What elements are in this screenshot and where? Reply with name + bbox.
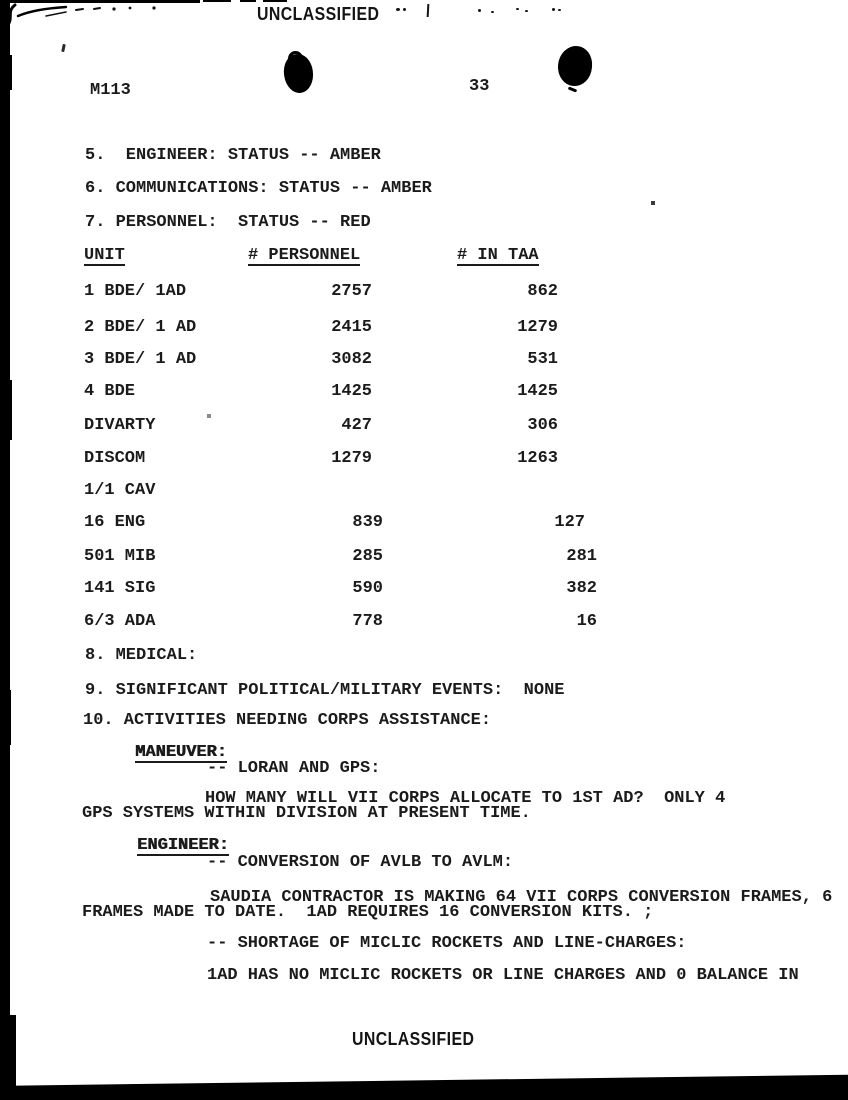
topic-miclic-shortage: -- SHORTAGE OF MICLIC ROCKETS AND LINE-CHARGES:: [207, 934, 687, 953]
unit-cell: 141 SIG: [84, 579, 156, 598]
unit-cell: 1/1 CAV: [84, 481, 156, 500]
paragraph-avlb-line1: SAUDIA CONTRACTOR IS MAKING 64 VII CORPS CONVERSION FRAMES, 6: [210, 888, 833, 907]
in-taa-cell: 281: [566, 547, 597, 566]
paragraph-miclic-line1: 1AD HAS NO MICLIC ROCKETS OR LINE CHARGES AND 0 BALANCE IN: [207, 966, 799, 985]
ink-blob-right-tail: [568, 86, 577, 92]
unit-cell: DIVARTY: [84, 416, 156, 435]
scan-top-edge-dash: [203, 0, 231, 2]
in-taa-cell: 862: [527, 282, 558, 301]
scan-speck: [478, 9, 481, 12]
pen-scribble-mark: [2, 0, 192, 30]
in-taa-cell: 1425: [517, 382, 558, 401]
status-line-corps-assistance: 10. ACTIVITIES NEEDING CORPS ASSISTANCE:: [83, 711, 492, 730]
column-header-in-taa-label: # IN TAA: [457, 246, 539, 265]
personnel-cell: 2757: [331, 282, 372, 301]
table-row: [0, 417, 848, 437]
table-row: [0, 283, 848, 303]
personnel-cell: 3082: [331, 350, 372, 369]
personnel-cell: 285: [352, 547, 383, 566]
scan-left-edge-bump: [0, 55, 12, 90]
table-row: [0, 514, 848, 534]
personnel-cell: 590: [352, 579, 383, 598]
topic-loran-gps: -- LORAN AND GPS:: [207, 759, 381, 778]
personnel-cell: 1425: [331, 382, 372, 401]
paragraph-loran-line2: GPS SYSTEMS WITHIN DIVISION AT PRESENT TIME.: [82, 804, 531, 823]
paragraph-avlb-line2: FRAMES MADE TO DATE. 1AD REQUIRES 16 CONVERSION KITS. ;: [82, 903, 654, 922]
ink-blob-left-ring: [288, 51, 303, 66]
classification-footer: UNCLASSIFIED: [352, 1029, 475, 1049]
section-heading-engineer-label: ENGINEER:: [137, 836, 229, 855]
in-taa-cell: 382: [566, 579, 597, 598]
status-line-events: 9. SIGNIFICANT POLITICAL/MILITARY EVENTS: NONE: [85, 681, 565, 700]
table-row: [0, 450, 848, 470]
table-row: [0, 482, 848, 502]
unit-cell: 2 BDE/ 1 AD: [84, 318, 197, 337]
status-line-medical: 8. MEDICAL:: [85, 646, 198, 665]
topic-avlb-avlm: -- CONVERSION OF AVLB TO AVLM:: [207, 853, 514, 872]
scan-left-edge-bump: [0, 690, 11, 745]
in-taa-cell: 306: [527, 416, 558, 435]
page-number: 33: [469, 77, 490, 96]
personnel-cell: 778: [352, 612, 383, 631]
in-taa-cell: 16: [576, 612, 597, 631]
unit-cell: 4 BDE: [84, 382, 136, 401]
unit-cell: 501 MIB: [84, 547, 156, 566]
section-heading-maneuver-label: MANEUVER:: [135, 743, 227, 762]
table-row: [0, 383, 848, 403]
column-header-personnel: [248, 247, 360, 266]
personnel-cell: 839: [352, 513, 383, 532]
personnel-cell: 1279: [331, 449, 372, 468]
unit-cell: DISCOM: [84, 449, 146, 468]
unit-cell: 1 BDE/ 1AD: [84, 282, 187, 301]
column-header-unit: [84, 247, 125, 266]
scan-speck: [396, 8, 400, 11]
unit-cell: 16 ENG: [84, 513, 146, 532]
doc-ref: M113: [90, 81, 131, 100]
paragraph-loran-line1: HOW MANY WILL VII CORPS ALLOCATE TO 1ST AD? ONLY 4: [205, 789, 726, 808]
column-header-in-taa: [457, 247, 539, 266]
status-line-communications: 6. COMMUNICATIONS: STATUS -- AMBER: [85, 179, 432, 198]
status-line-personnel: 7. PERSONNEL: STATUS -- RED: [85, 213, 371, 232]
scan-speck: [558, 9, 561, 11]
scan-speck: [491, 11, 494, 13]
scan-speck: [552, 8, 555, 11]
scan-stray-mark: [61, 44, 66, 52]
in-taa-cell: 127: [554, 513, 585, 532]
scan-speck: [403, 8, 406, 11]
table-row: [0, 351, 848, 371]
scan-bottom-edge: [0, 1074, 848, 1100]
personnel-cell: 427: [341, 416, 372, 435]
column-header-personnel-label: # PERSONNEL: [248, 246, 361, 265]
table-row: [0, 613, 848, 633]
scan-top-edge-dash: [263, 0, 287, 2]
table-row: [0, 580, 848, 600]
classification-header: UNCLASSIFIED: [257, 4, 380, 24]
in-taa-cell: 1279: [517, 318, 558, 337]
table-row: [0, 548, 848, 568]
table-row: [0, 319, 848, 339]
ink-blob-right: [556, 45, 593, 88]
scan-speck: [516, 8, 519, 10]
unit-cell: 6/3 ADA: [84, 612, 156, 631]
in-taa-cell: 1263: [517, 449, 558, 468]
personnel-cell: 2415: [331, 318, 372, 337]
scan-top-edge-dash: [240, 0, 256, 2]
scan-speck: [525, 10, 528, 12]
status-line-engineer: 5. ENGINEER: STATUS -- AMBER: [85, 146, 381, 165]
column-header-unit-label: UNIT: [84, 246, 125, 265]
scan-tick-mark: [427, 4, 430, 17]
in-taa-cell: 531: [527, 350, 558, 369]
unit-cell: 3 BDE/ 1 AD: [84, 350, 197, 369]
scan-speck: [651, 201, 655, 205]
